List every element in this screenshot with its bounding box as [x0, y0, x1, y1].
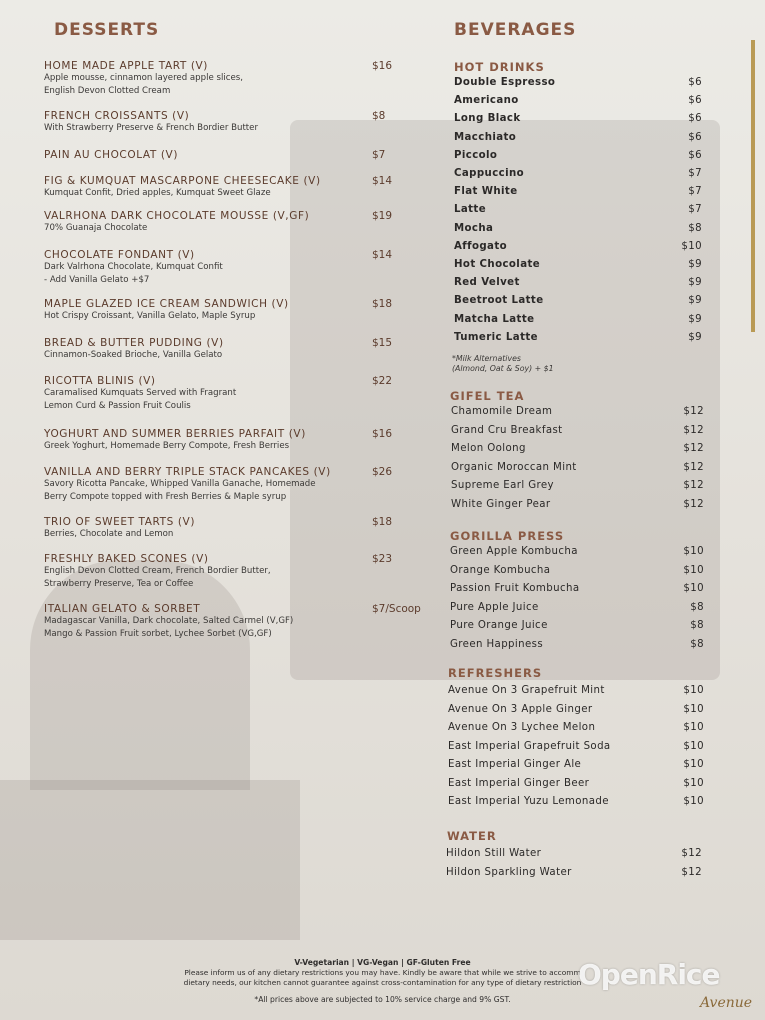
beverage-name: Avenue On 3 Apple Ginger: [448, 703, 593, 715]
dessert-description: Lemon Curd & Passion Fruit Coulis: [44, 400, 191, 411]
beverage-price: $6: [688, 113, 702, 125]
dessert-description: Cinnamon-Soaked Brioche, Vanilla Gelato: [44, 350, 223, 360]
beverage-row: [448, 741, 704, 757]
beverage-row: [450, 602, 704, 618]
beverage-name: Grand Cru Breakfast: [451, 424, 563, 436]
beverage-name: Beetroot Latte: [454, 295, 544, 307]
beverage-row: [446, 867, 702, 883]
dessert-item: [44, 375, 424, 412]
beverage-price: $8: [690, 620, 704, 631]
beverage-row: [451, 443, 704, 459]
beverage-name: Orange Kombucha: [450, 564, 551, 576]
beverage-price: $8: [688, 222, 702, 234]
beverage-name: East Imperial Ginger Beer: [448, 777, 590, 789]
dessert-description: Savory Ricotta Pancake, Whipped Vanilla Ganache, Homemade: [44, 479, 316, 489]
beverage-price: $10: [683, 777, 704, 789]
beverage-row: [448, 796, 704, 812]
dessert-description: Strawberry Preserve, Tea or Coffee: [44, 578, 194, 589]
dessert-item: [44, 553, 424, 590]
beverage-row: [454, 204, 702, 220]
dessert-price: $8: [372, 110, 386, 122]
dessert-description: 70% Guanaja Chocolate: [44, 223, 148, 233]
dessert-name: MAPLE GLAZED ICE CREAM SANDWICH (V): [44, 298, 289, 310]
beverage-row: [454, 223, 702, 239]
beverage-row: [451, 406, 704, 422]
beverages-title: BEVERAGES: [454, 20, 577, 40]
press-title: GORILLA PRESS: [450, 529, 565, 543]
dessert-name: FIG & KUMQUAT MASCARPONE CHEESECAKE (V): [44, 175, 321, 187]
dessert-price: $18: [372, 298, 393, 310]
beverage-row: [454, 95, 702, 111]
beverage-price: $9: [688, 295, 702, 307]
beverage-price: $9: [688, 277, 702, 289]
beverage-name: Hildon Sparkling Water: [446, 867, 572, 878]
beverage-name: Avenue On 3 Grapefruit Mint: [448, 685, 605, 696]
milk-note-line: (Almond, Oat & Soy) + $1: [452, 364, 554, 373]
beverage-price: $10: [683, 759, 704, 770]
dessert-price: $14: [372, 249, 393, 261]
beverage-name: Macchiato: [454, 131, 517, 143]
beverage-price: $10: [683, 564, 704, 576]
beverage-name: Affogato: [454, 240, 507, 252]
dessert-name: TRIO OF SWEET TARTS (V): [44, 516, 196, 528]
dessert-name: FRESHLY BAKED SCONES (V): [44, 553, 209, 565]
beverage-price: $9: [688, 259, 702, 270]
dessert-name: VANILLA AND BERRY TRIPLE STACK PANCAKES (V): [44, 466, 331, 478]
beverage-price: $10: [683, 546, 704, 557]
dessert-item: [44, 175, 424, 200]
dessert-price: $22: [372, 375, 393, 387]
beverage-price: $12: [681, 848, 702, 859]
dessert-item: [44, 428, 424, 453]
beverage-row: [454, 259, 702, 275]
beverage-price: $6: [688, 77, 702, 88]
beverage-row: [448, 778, 704, 794]
beverage-name: Supreme Earl Grey: [451, 480, 554, 491]
beverage-price: $8: [690, 638, 704, 650]
beverage-price: $12: [683, 406, 704, 417]
beverage-price: $9: [688, 331, 702, 343]
beverage-name: White Ginger Pear: [451, 498, 551, 510]
beverage-row: [451, 462, 704, 478]
dessert-description: English Devon Clotted Cream, French Bordier Butter,: [44, 566, 271, 576]
beverage-name: Tumeric Latte: [454, 331, 538, 343]
beverage-name: Organic Moroccan Mint: [451, 461, 577, 473]
beverage-name: Pure Apple Juice: [450, 601, 539, 613]
beverage-price: $10: [683, 685, 704, 696]
dessert-name: YOGHURT AND SUMMER BERRIES PARFAIT (V): [44, 428, 306, 440]
beverage-name: Americano: [454, 95, 519, 107]
beverage-row: [454, 150, 702, 166]
beverage-row: [454, 113, 702, 129]
beverage-name: Avenue On 3 Lychee Melon: [448, 722, 596, 733]
beverage-name: Hot Chocolate: [454, 259, 541, 270]
beverage-row: [454, 332, 702, 348]
beverage-row: [448, 704, 704, 720]
dessert-name: RICOTTA BLINIS (V): [44, 375, 156, 387]
refreshers-title: REFRESHERS: [448, 666, 543, 680]
water-title: WATER: [447, 829, 497, 843]
dessert-description: Madagascar Vanilla, Dark chocolate, Salted Carmel (V,GF): [44, 616, 294, 626]
dessert-item: [44, 60, 424, 97]
beverage-name: Green Apple Kombucha: [450, 546, 578, 557]
dessert-name: FRENCH CROISSANTS (V): [44, 110, 190, 122]
dessert-name: CHOCOLATE FONDANT (V): [44, 249, 195, 261]
dessert-price: $26: [372, 466, 393, 478]
beverage-row: [450, 546, 704, 562]
dessert-price: $16: [372, 60, 393, 72]
dessert-item: [44, 466, 424, 503]
beverage-row: [451, 499, 704, 515]
beverage-price: $7: [688, 204, 702, 216]
disclaimer-line: Please inform us of any dietary restrictions you may have. Kindly be aware that while we strive to accomm: [184, 968, 581, 977]
beverage-row: [450, 639, 704, 655]
desserts-title: DESSERTS: [54, 20, 160, 40]
beverage-name: Melon Oolong: [451, 443, 526, 454]
beverage-price: $8: [690, 601, 704, 613]
beverage-price: $7: [688, 186, 702, 198]
dessert-description: Caramalised Kumquats Served with Fragrant: [44, 388, 237, 398]
dessert-description: English Devon Clotted Cream: [44, 85, 171, 96]
beverage-price: $6: [688, 131, 702, 143]
dessert-name: PAIN AU CHOCOLAT (V): [44, 149, 179, 161]
beverage-price: $10: [683, 796, 704, 807]
beverage-name: Double Espresso: [454, 77, 556, 88]
beverage-price: $10: [683, 740, 704, 752]
avenue-logo: Avenue: [700, 995, 753, 1011]
beverage-row: [451, 480, 704, 496]
beverage-row: [454, 295, 702, 311]
beverage-row: [450, 620, 704, 636]
dessert-item: [44, 603, 424, 640]
beverage-name: Flat White: [454, 186, 518, 198]
dessert-item: [44, 249, 424, 286]
dessert-description: - Add Vanilla Gelato +$7: [44, 274, 150, 285]
beverage-row: [454, 241, 702, 257]
beverage-name: Mocha: [454, 222, 494, 234]
beverage-price: $12: [683, 443, 704, 454]
dessert-description: Berries, Chocolate and Lemon: [44, 529, 174, 539]
dessert-price: $7: [372, 149, 386, 161]
hot-drinks-title: HOT DRINKS: [454, 60, 545, 74]
dessert-price: $18: [372, 516, 393, 528]
beverage-row: [454, 186, 702, 202]
milk-note: [452, 354, 554, 374]
beverage-row: [454, 132, 702, 148]
beverage-row: [454, 277, 702, 293]
beverage-row: [448, 722, 704, 738]
dessert-description: Greek Yoghurt, Homemade Berry Compote, Fresh Berries: [44, 441, 290, 451]
disclaimer-line: dietary needs, our kitchen cannot guarantee against cross-contamination for any type of dietary restriction: [183, 978, 582, 987]
beverage-price: $7: [688, 168, 702, 179]
dessert-price: $14: [372, 175, 393, 187]
dessert-name: VALRHONA DARK CHOCOLATE MOUSSE (V,GF): [44, 210, 310, 222]
beverage-row: [448, 759, 704, 775]
prices-note: *All prices above are subjected to 10% service charge and 9% GST.: [254, 995, 511, 1004]
beverage-name: Piccolo: [454, 149, 498, 161]
beverage-name: Long Black: [454, 113, 521, 125]
beverage-price: $10: [683, 722, 704, 733]
beverage-name: Hildon Still Water: [446, 848, 542, 859]
dessert-description: Kumquat Confit, Dried apples, Kumquat Sweet Glaze: [44, 188, 271, 198]
tea-title: GIFEL TEA: [450, 389, 525, 403]
dessert-description: Berry Compote topped with Fresh Berries & Maple syrup: [44, 491, 287, 502]
beverage-name: East Imperial Grapefruit Soda: [448, 740, 611, 752]
beverage-row: [446, 848, 702, 864]
dessert-price: $7/Scoop: [372, 603, 421, 615]
beverage-name: East Imperial Ginger Ale: [448, 759, 582, 770]
beverage-row: [454, 314, 702, 330]
beverage-name: Green Happiness: [450, 638, 544, 650]
beverage-row: [450, 583, 704, 599]
beverage-row: [450, 565, 704, 581]
beverage-row: [448, 685, 704, 701]
beverage-price: $12: [683, 480, 704, 491]
dessert-price: $15: [372, 337, 393, 349]
dessert-item: [44, 298, 424, 323]
dessert-item: [44, 516, 424, 541]
beverage-price: $12: [683, 424, 704, 436]
dessert-item: [44, 210, 424, 235]
beverage-price: $12: [683, 498, 704, 510]
dessert-price: $23: [372, 553, 393, 565]
beverage-name: Red Velvet: [454, 277, 520, 289]
dessert-item: [44, 149, 424, 161]
beverage-name: Matcha Latte: [454, 313, 535, 325]
beverage-name: Passion Fruit Kombucha: [450, 583, 580, 594]
beverage-name: Pure Orange Juice: [450, 620, 548, 631]
dessert-item: [44, 337, 424, 362]
beverage-name: East Imperial Yuzu Lemonade: [448, 796, 609, 807]
beverage-price: $10: [681, 240, 702, 252]
beverage-price: $9: [688, 313, 702, 325]
dietary-legend: V-Vegetarian | VG-Vegan | GF-Gluten Free: [294, 958, 471, 967]
beverage-row: [454, 77, 702, 93]
beverage-price: $10: [683, 703, 704, 715]
beverage-name: Latte: [454, 204, 487, 216]
milk-note-line: *Milk Alternatives: [452, 354, 521, 363]
dessert-price: $19: [372, 210, 393, 222]
beverage-price: $12: [683, 461, 704, 473]
dessert-name: ITALIAN GELATO & SORBET: [44, 603, 201, 615]
dessert-description: Dark Valrhona Chocolate, Kumquat Confit: [44, 262, 223, 272]
dessert-item: [44, 110, 424, 135]
beverage-name: Cappuccino: [454, 168, 525, 179]
beverage-price: $10: [683, 583, 704, 594]
beverage-price: $6: [688, 149, 702, 161]
dessert-description: Mango & Passion Fruit sorbet, Lychee Sorbet (VG,GF): [44, 628, 272, 639]
dessert-price: $16: [372, 428, 393, 440]
dessert-name: BREAD & BUTTER PUDDING (V): [44, 337, 224, 349]
beverage-row: [451, 425, 704, 441]
openrice-watermark: OpenRice: [578, 958, 720, 991]
beverage-name: Chamomile Dream: [451, 406, 553, 417]
beverage-price: $12: [681, 867, 702, 878]
dessert-description: Hot Crispy Croissant, Vanilla Gelato, Maple Syrup: [44, 311, 256, 321]
beverage-row: [454, 168, 702, 184]
beverage-price: $6: [688, 95, 702, 107]
gold-divider: [751, 40, 755, 332]
dessert-description: Apple mousse, cinnamon layered apple slices,: [44, 73, 243, 83]
dessert-description: With Strawberry Preserve & French Bordier Butter: [44, 123, 258, 133]
dessert-name: HOME MADE APPLE TART (V): [44, 60, 208, 72]
